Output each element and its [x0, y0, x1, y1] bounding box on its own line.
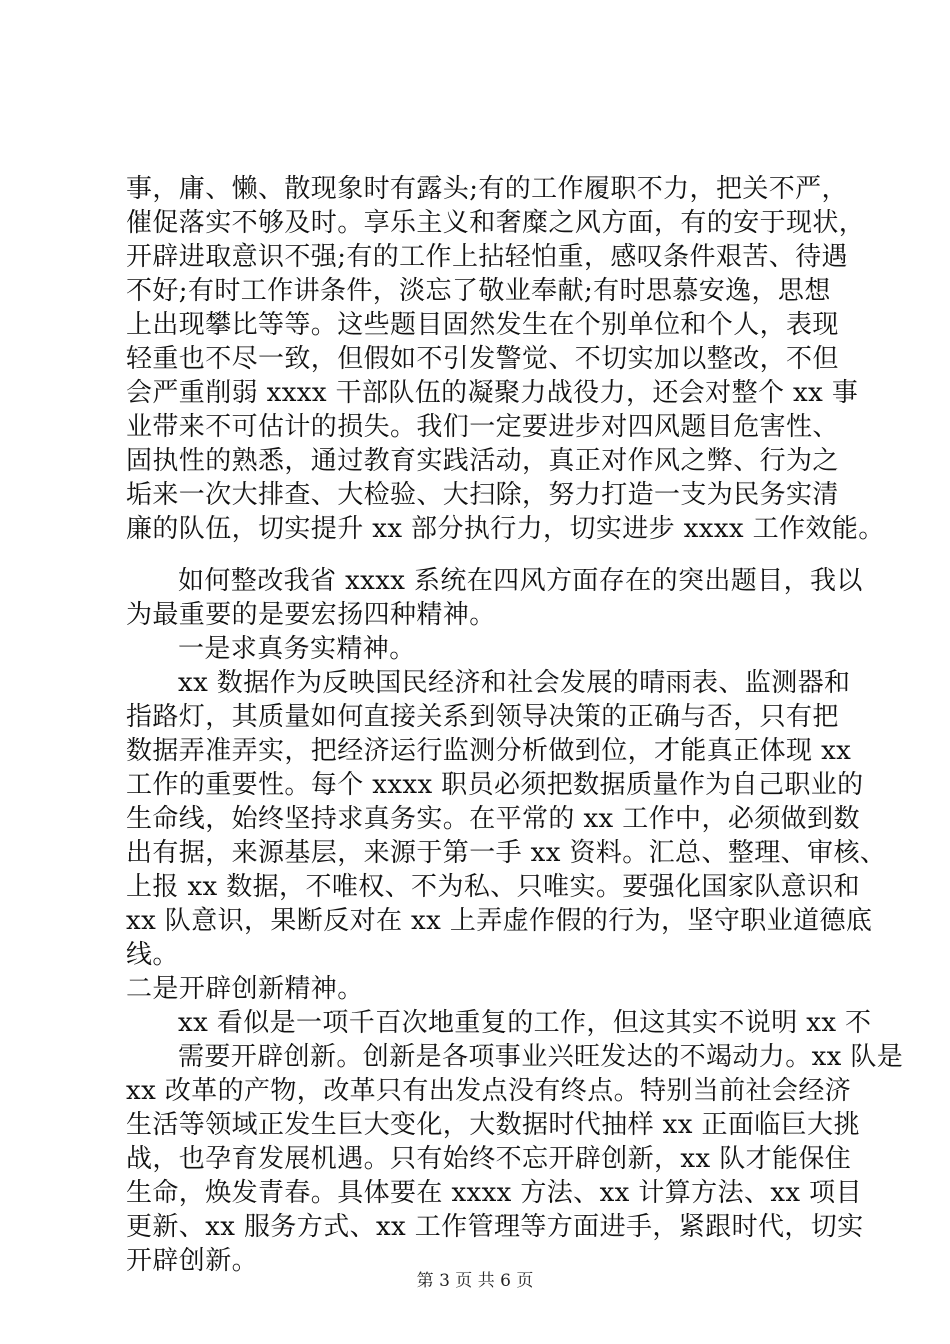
text-line: 出有据，来源基层，来源于第一手 xx 资料。汇总、整理、审核、: [126, 838, 887, 868]
text-line: 催促落实不够及时。享乐主义和奢糜之风方面，有的安于现状，: [126, 208, 866, 238]
text-line: 生命线，始终坚持求真务实。在平常的 xx 工作中，必须做到数: [126, 804, 860, 834]
text-line: 不好;有时工作讲条件，淡忘了敬业奉献;有时思慕安逸，思想: [126, 276, 831, 306]
text-line: 廉的队伍，切实提升 xx 部分执行力，切实进步 xxxx 工作效能。: [126, 514, 885, 544]
text-line: xx 数据作为反映国民经济和社会发展的晴雨表、监测器和: [178, 668, 851, 698]
text-line: 工作的重要性。每个 xxxx 职员必须把数据质量作为自己职业的: [126, 770, 864, 800]
text-line: xx 队意识，果断反对在 xx 上弄虚作假的行为，坚守职业道德底: [126, 906, 873, 936]
text-line: 如何整改我省 xxxx 系统在四风方面存在的突出题目，我以: [178, 566, 863, 596]
text-line: 数据弄准弄实，把经济运行监测分析做到位，才能真正体现 xx: [126, 736, 852, 766]
text-line: 更新、xx 服务方式、xx 工作管理等方面进手，紧跟时代，切实: [126, 1212, 864, 1242]
text-line: 线。: [126, 940, 179, 970]
text-line: 轻重也不尽一致，但假如不引发警觉、不切实加以整改，不但: [126, 344, 839, 374]
text-line: 开辟进取意识不强;有的工作上拈轻怕重，感叹条件艰苦、待遇: [126, 242, 848, 272]
text-line: 生命，焕发青春。具体要在 xxxx 方法、xx 计算方法、xx 项目: [126, 1178, 862, 1208]
page-number-footer: 第 3 页 共 6 页: [416, 1271, 534, 1291]
text-line: 固执性的熟悉，通过教育实践活动，真正对作风之弊、行为之: [126, 446, 839, 476]
text-line: 业带来不可估计的损失。我们一定要进步对四风题目危害性、: [126, 412, 839, 442]
text-line: 开辟创新。: [126, 1246, 259, 1276]
text-line: 垢来一次大排查、大检验、大扫除，努力打造一支为民务实清: [126, 480, 839, 510]
text-line: 上出现攀比等等。这些题目固然发生在个别单位和个人，表现: [126, 310, 839, 340]
text-line: xx 改革的产物，改革只有出发点没有终点。特别当前社会经济: [126, 1076, 852, 1106]
text-line: 二是开辟创新精神。: [126, 974, 364, 1004]
text-line: 上报 xx 数据，不唯权、不为私、只唯实。要强化国家队意识和: [126, 872, 860, 902]
text-line: 指路灯，其质量如何直接关系到领导决策的正确与否，只有把: [126, 702, 839, 732]
heading-line: 一是求真务实精神。: [178, 634, 416, 664]
text-line: 为最重要的是要宏扬四种精神。: [126, 600, 496, 630]
text-line: 生活等领域正发生巨大变化，大数据时代抽样 xx 正面临巨大挑: [126, 1110, 860, 1140]
heading-line: xx 看似是一项千百次地重复的工作，但这其实不说明 xx 不: [178, 1008, 872, 1038]
text-line: 需要开辟创新。创新是各项事业兴旺发达的不竭动力。xx 队是: [178, 1042, 904, 1072]
text-line: 战，也孕育发展机遇。只有始终不忘开辟创新，xx 队才能保住: [126, 1144, 852, 1174]
text-line: 会严重削弱 xxxx 干部队伍的凝聚力战役力，还会对整个 xx 事: [126, 378, 859, 408]
text-line: 事，庸、懒、散现象时有露头;有的工作履职不力，把关不严，: [126, 174, 848, 204]
